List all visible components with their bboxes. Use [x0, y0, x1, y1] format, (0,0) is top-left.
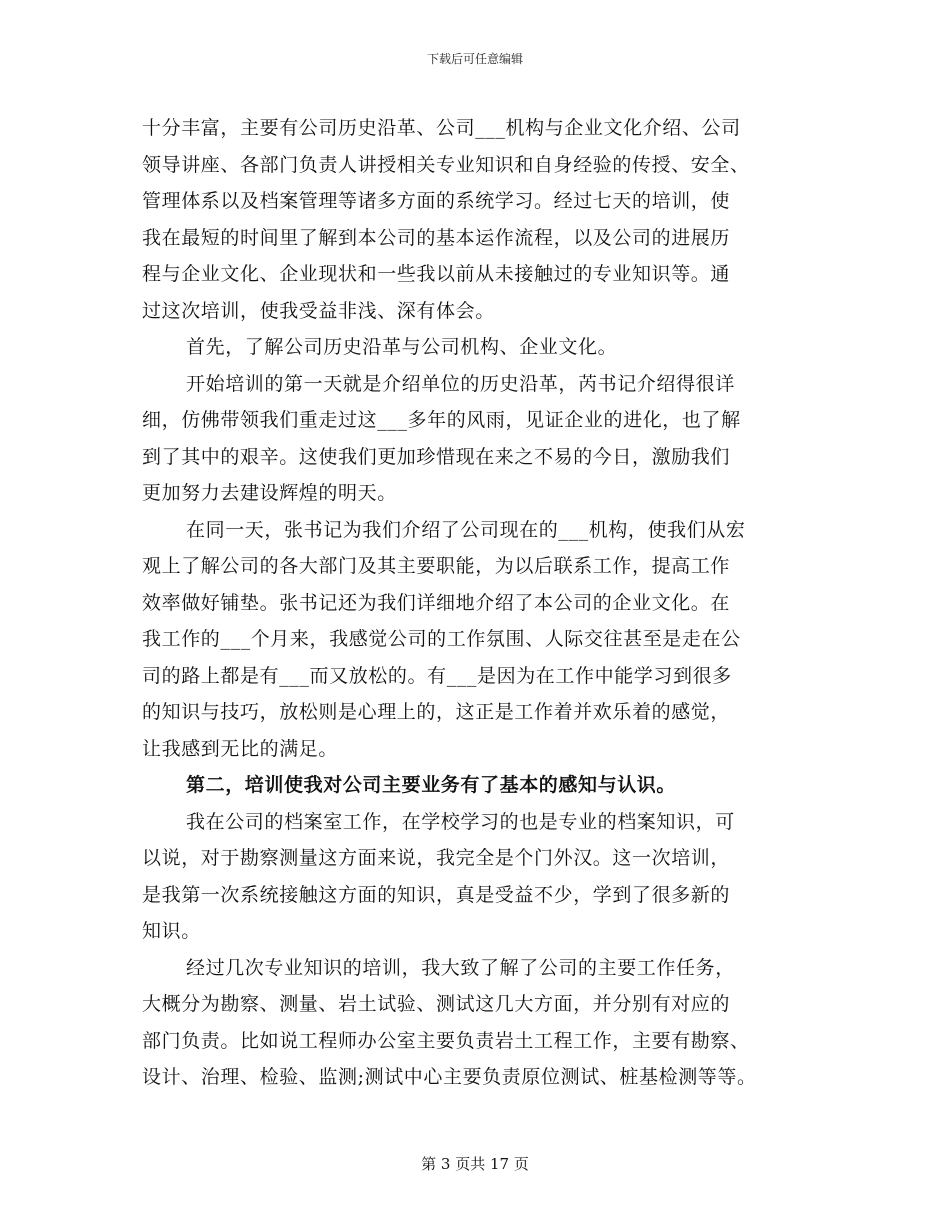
paragraph-line: 到了其中的艰辛。这使我们更加珍惜现在来之不易的今日，激励我们: [142, 445, 731, 468]
paragraph-line: 以说，对于勘察测量这方面来说，我完全是个门外汉。这一次培训，: [142, 847, 731, 869]
paragraph-line: 开始培训的第一天就是介绍单位的历史沿革，芮书记介绍得很详: [186, 372, 735, 395]
paragraph-line: 是我第一次系统接触这方面的知识，真是受益不少，学到了很多新的: [142, 883, 731, 906]
paragraph-line: 更加努力去建设辉煌的明天。: [142, 482, 397, 504]
paragraph-line: 过这次培训，使我受益非浅、深有体会。: [142, 299, 495, 322]
paragraph-line: 细，仿佛带领我们重走过这___多年的风雨，见证企业的进化，也了解: [142, 409, 741, 431]
paragraph-line: 效率做好铺垫。张书记还为我们详细地介绍了本公司的企业文化。在: [142, 591, 731, 614]
section-heading-line: 第二，培训使我对公司主要业务有了基本的感知与认识。: [186, 774, 677, 796]
paragraph-line: 观上了解公司的各大部门及其主要职能，为以后联系工作，提高工作: [142, 555, 731, 577]
page-footer: 第 3 页共 17 页: [421, 1155, 529, 1173]
paragraph-line: 十分丰富，主要有公司历史沿革、公司___机构与企业文化介绍、公司: [142, 117, 741, 139]
paragraph-line: 首先，了解公司历史沿革与公司机构、企业文化。: [186, 336, 618, 358]
paragraph-line: 设计、治理、检验、监测;测试中心主要负责原位测试、桩基检测等等。: [142, 1066, 757, 1088]
paragraph-line: 在同一天，张书记为我们介绍了公司现在的___机构，使我们从宏: [186, 518, 746, 541]
paragraph-line: 我在最短的时间里了解到本公司的基本运作流程，以及公司的进展历: [142, 226, 731, 249]
paragraph-line: 司的路上都是有___而又放松的。有___是因为在工作中能学习到很多: [142, 664, 732, 687]
paragraph-line: 领导讲座、各部门负责人讲授相关专业知识和自身经验的传授、安全、: [142, 153, 750, 176]
paragraph-line: 程与企业文化、企业现状和一些我以前从未接触过的专业知识等。通: [142, 263, 731, 285]
paragraph-line: 的知识与技巧，放松则是心理上的，这正是工作着并欢乐着的感觉，: [142, 701, 731, 723]
paragraph-line: 管理体系以及档案管理等诸多方面的系统学习。经过七天的培训，使: [142, 190, 731, 212]
paragraph-line: 经过几次专业知识的培训，我大致了解了公司的主要工作任务，: [186, 956, 735, 979]
paragraph-line: 我工作的___个月来，我感觉公司的工作氛围、人际交往甚至是走在公: [142, 628, 741, 650]
paragraph-line: 让我感到无比的满足。: [142, 737, 339, 760]
paragraph-line: 知识。: [142, 920, 201, 942]
document-body: [142, 110, 832, 1096]
paragraph-line: 大概分为勘察、测量、岩土试验、测试这几大方面，并分别有对应的: [142, 993, 731, 1015]
paragraph-line: 我在公司的档案室工作，在学校学习的也是专业的档案知识，可: [186, 810, 735, 833]
paragraph-line: 部门负责。比如说工程师办公室主要负责岩土工程工作，主要有勘察、: [142, 1029, 750, 1052]
page-header: 下载后可任意编辑: [426, 52, 523, 66]
